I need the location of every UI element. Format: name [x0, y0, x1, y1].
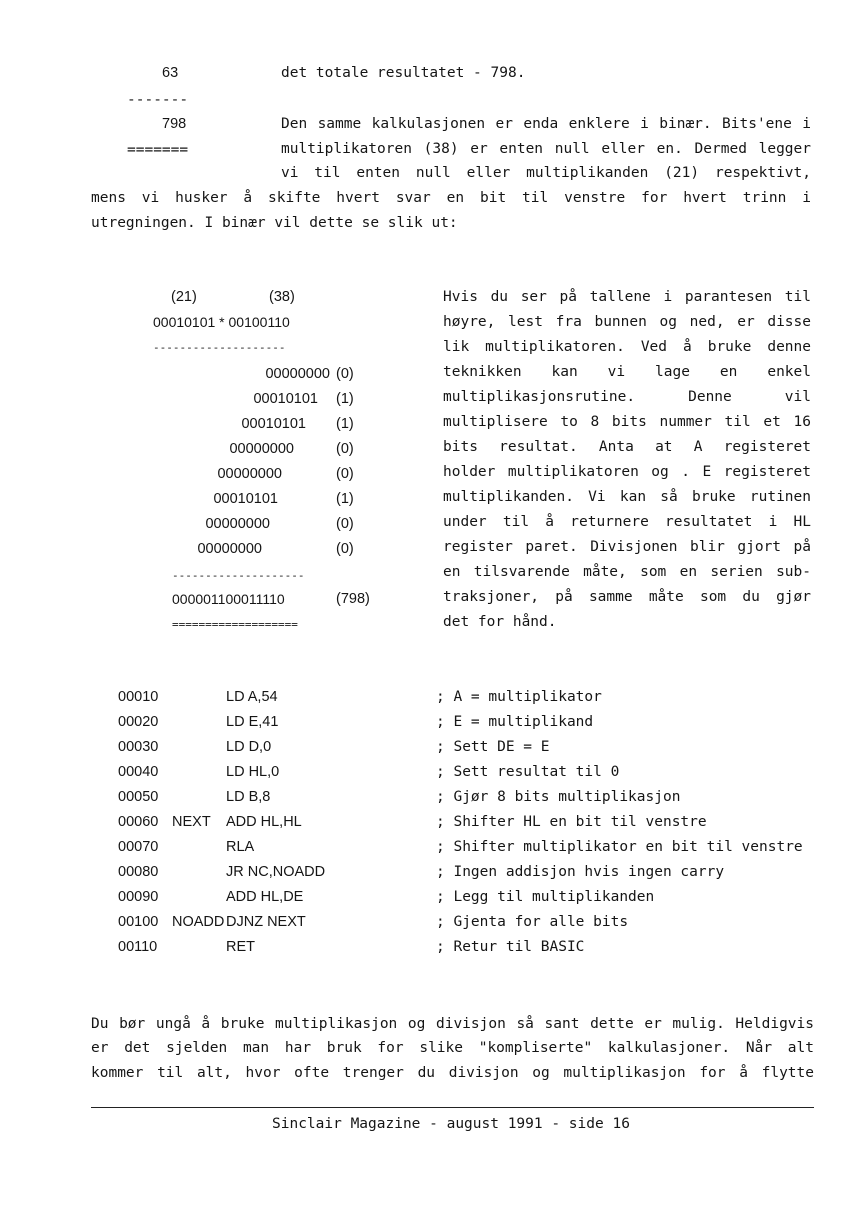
- calc-row-flag: (1): [336, 391, 354, 407]
- side-line: lik multiplikatoren. Ved å bruke denne: [443, 339, 811, 355]
- calc-row-bits: 00010101: [241, 416, 306, 432]
- side-line: under til å returnere resultatet i HL: [443, 514, 811, 530]
- side-line: multiplisere to 8 bits nummer til et 16: [443, 414, 811, 430]
- calc-double-rule: ===================: [172, 618, 298, 631]
- listing-comment: ; Shifter HL en bit til venstre: [436, 814, 707, 830]
- side-line: teknikken kan vi lage en enkel: [443, 364, 811, 380]
- side-line: multiplikanden. Vi kan så bruke rutinen: [443, 489, 811, 505]
- listing-code: LD B,8: [226, 789, 271, 805]
- listing-code: LD A,54: [226, 689, 278, 705]
- listing-comment: ; Gjenta for alle bits: [436, 914, 629, 930]
- listing-line-number: 00050: [118, 789, 159, 805]
- listing-comment: ; Ingen addisjon hvis ingen carry: [436, 864, 725, 880]
- calc-operands: 00010101 * 00100110: [153, 314, 290, 330]
- total-63: 63: [162, 65, 179, 81]
- footer-rule: [91, 1107, 814, 1108]
- para-line-4: mens vi husker å skifte hvert svar en bit til venstre for hvert trinn i: [91, 190, 811, 206]
- listing-line-number: 00010: [118, 689, 159, 705]
- listing-code: LD E,41: [226, 714, 279, 730]
- calc-row-flag: (0): [336, 541, 354, 557]
- side-line: en tilsvarende måte, som en serien sub-: [443, 564, 811, 580]
- listing-comment: ; E = multiplikand: [436, 714, 594, 730]
- bottom-line-3: kommer til alt, hvor ofte trenger du divisjon og multiplikasjon for å flytte: [91, 1065, 814, 1081]
- listing-line-number: 00040: [118, 764, 159, 780]
- calc-row-flag: (0): [336, 466, 354, 482]
- listing-line-number: 00100: [118, 914, 159, 930]
- listing-comment: ; Shifter multiplikator en bit til venstre: [436, 839, 803, 855]
- listing-comment: ; Sett resultat til 0: [436, 764, 620, 780]
- calc-row-flag: (1): [336, 416, 354, 432]
- calc-head-21: (21): [171, 289, 197, 305]
- listing-line-number: 00020: [118, 714, 159, 730]
- listing-code: LD HL,0: [226, 764, 280, 780]
- calc-row-flag: (0): [336, 441, 354, 457]
- listing-code: DJNZ NEXT: [226, 914, 306, 930]
- side-line: bits resultat. Anta at A registeret: [443, 439, 811, 455]
- listing-line-number: 00080: [118, 864, 159, 880]
- calc-row-bits: 00010101: [253, 391, 318, 407]
- para-line-5: utregningen. I binær vil dette se slik ut:: [91, 215, 458, 231]
- calc-row-flag: (0): [336, 366, 354, 382]
- calc-row-bits: 00000000: [265, 366, 330, 382]
- calc-head-38: (38): [269, 289, 295, 305]
- calc-row-flag: (1): [336, 491, 354, 507]
- listing-code: JR NC,NOADD: [226, 864, 326, 880]
- calc-row-bits: 00000000: [197, 541, 262, 557]
- listing-label: NOADD: [172, 914, 225, 930]
- side-line: det for hånd.: [443, 614, 557, 630]
- calc-row-bits: 00000000: [217, 466, 282, 482]
- listing-comment: ; Legg til multiplikanden: [436, 889, 655, 905]
- para-line-3: vi til enten null eller multiplikanden (21) respektivt,: [281, 165, 811, 181]
- listing-line-number: 00070: [118, 839, 159, 855]
- calc-row-bits: 00000000: [229, 441, 294, 457]
- side-line: høyre, lest fra bunnen og ned, er disse: [443, 314, 811, 330]
- listing-line-number: 00030: [118, 739, 159, 755]
- listing-code: RET: [226, 939, 255, 955]
- side-line: traksjoner, på samme måte som du gjør: [443, 589, 811, 605]
- listing-comment: ; A = multiplikator: [436, 689, 602, 705]
- footer-text: Sinclair Magazine - august 1991 - side 16: [272, 1116, 630, 1132]
- calc-bottom-rule: --------------------: [172, 569, 305, 582]
- para-line-1: Den samme kalkulasjonen er enda enklere i binær. Bits'ene i: [281, 116, 811, 132]
- double-rule: =======: [127, 142, 189, 158]
- side-line: holder multiplikatoren og . E registeret: [443, 464, 811, 480]
- intro-line: det totale resultatet - 798.: [281, 65, 526, 81]
- calc-top-rule: --------------------: [153, 341, 286, 354]
- listing-code: LD D,0: [226, 739, 272, 755]
- listing-line-number: 00110: [118, 939, 158, 955]
- listing-line-number: 00090: [118, 889, 159, 905]
- bottom-line-2: er det sjelden man har bruk for slike "kompliserte" kalkulasjoner. Når alt: [91, 1040, 814, 1056]
- bottom-line-1: Du bør ungå å bruke multiplikasjon og divisjon så sant dette er mulig. Heldigvis: [91, 1016, 814, 1032]
- listing-code: RLA: [226, 839, 255, 855]
- side-line: multiplikasjonsrutine. Denne vil: [443, 389, 811, 405]
- side-line: Hvis du ser på tallene i parantesen til: [443, 289, 811, 305]
- listing-code: ADD HL,HL: [226, 814, 302, 830]
- para-line-2: multiplikatoren (38) er enten null eller en. Dermed legger: [281, 141, 811, 157]
- total-798: 798: [162, 116, 187, 132]
- calc-row-bits: 00010101: [213, 491, 278, 507]
- calc-result: 000001100011110: [172, 591, 285, 607]
- dash-rule: -------: [127, 92, 189, 108]
- calc-row-bits: 00000000: [205, 516, 270, 532]
- listing-comment: ; Gjør 8 bits multiplikasjon: [436, 789, 681, 805]
- listing-line-number: 00060: [118, 814, 159, 830]
- listing-comment: ; Retur til BASIC: [436, 939, 585, 955]
- side-line: register paret. Divisjonen blir gjort på: [443, 539, 811, 555]
- listing-code: ADD HL,DE: [226, 889, 304, 905]
- listing-comment: ; Sett DE = E: [436, 739, 550, 755]
- calc-row-flag: (0): [336, 516, 354, 532]
- calc-result-value: (798): [336, 591, 370, 607]
- listing-label: NEXT: [172, 814, 211, 830]
